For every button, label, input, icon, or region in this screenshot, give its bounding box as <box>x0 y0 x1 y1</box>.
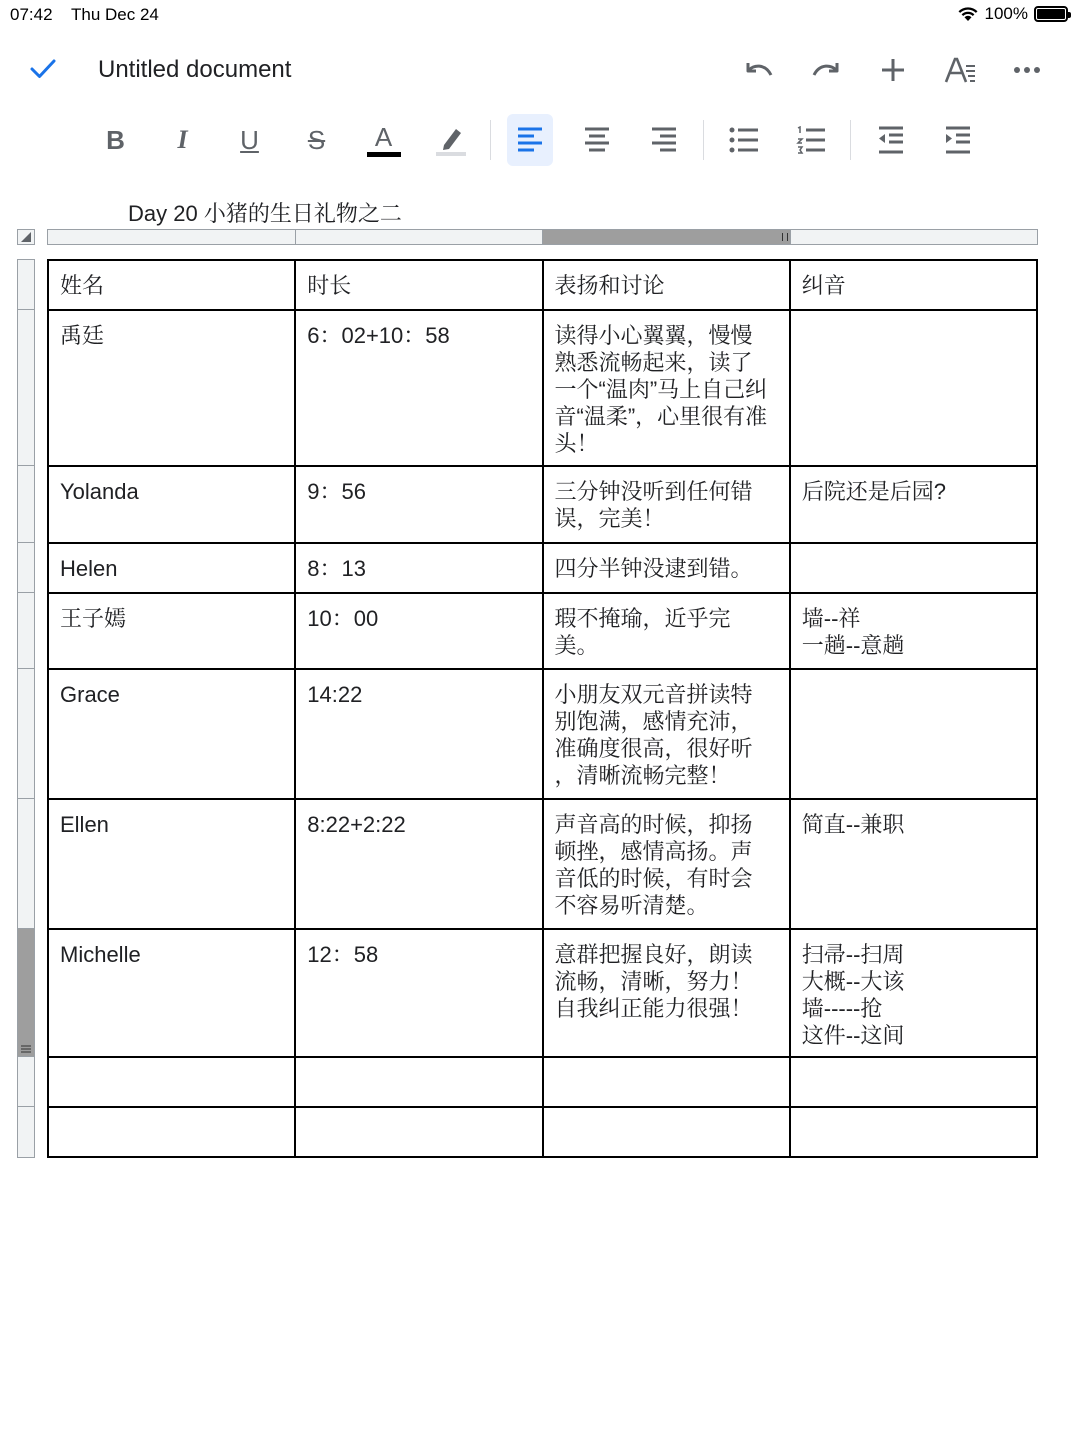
table-cell[interactable] <box>295 1057 542 1107</box>
column-handle[interactable] <box>791 230 1038 244</box>
cell-text: 别饱满，感情充沛， <box>554 709 753 734</box>
cell-text: 后院还是后园? <box>801 479 946 504</box>
table-cell[interactable] <box>295 543 542 593</box>
table-row <box>48 1057 1037 1107</box>
table-cell[interactable] <box>790 543 1037 593</box>
table-cell[interactable] <box>790 466 1037 543</box>
decrease-indent-icon <box>877 126 905 154</box>
table-cell[interactable] <box>790 310 1037 466</box>
more-options-button[interactable] <box>993 50 1060 90</box>
text-format-icon <box>944 56 976 84</box>
status-time: 07:42 <box>10 5 53 24</box>
table-cell[interactable] <box>295 593 542 669</box>
battery-icon <box>1034 6 1068 22</box>
document-title[interactable]: Untitled document <box>98 56 292 83</box>
row-ruler[interactable] <box>17 259 35 1158</box>
column-handle-selected[interactable] <box>543 230 791 244</box>
table-header-row <box>48 260 1037 310</box>
cell-text: 准确度很高，很好听 <box>554 736 753 761</box>
insert-button[interactable] <box>859 50 926 90</box>
table-cell[interactable] <box>790 1057 1037 1107</box>
cell-text: 墙-----抢 <box>801 996 883 1021</box>
table-cell[interactable] <box>543 260 790 310</box>
italic-button[interactable] <box>149 114 216 166</box>
cell-text: 这件--这间 <box>801 1023 905 1048</box>
plus-icon <box>880 57 906 83</box>
row-handle[interactable] <box>18 260 34 310</box>
cell-text: 一个“温肉”马上自己纠 <box>554 377 768 402</box>
done-button[interactable] <box>26 52 60 86</box>
text-color-swatch <box>367 152 401 157</box>
decrease-indent-button[interactable] <box>857 114 924 166</box>
cell-text: Ellen <box>60 812 109 837</box>
battery-percent: 100% <box>984 4 1028 23</box>
undo-button[interactable] <box>725 50 792 90</box>
table-cell[interactable] <box>48 669 295 799</box>
cell-text: 三分钟没听到任何错 <box>554 479 753 504</box>
table-cell[interactable] <box>543 669 790 799</box>
numbered-list-button[interactable] <box>777 114 844 166</box>
text-color-letter: A <box>374 121 393 152</box>
cell-text: 误，完美！ <box>554 506 665 531</box>
table-cell[interactable] <box>295 260 542 310</box>
redo-icon <box>810 59 842 81</box>
corner-triangle-icon <box>18 230 34 244</box>
toolbar-divider <box>850 120 851 160</box>
redo-button[interactable] <box>792 50 859 90</box>
increase-indent-icon <box>944 126 972 154</box>
align-right-button[interactable] <box>630 114 697 166</box>
cell-text: 墙--祥 <box>801 606 861 631</box>
strikethrough-button[interactable] <box>283 114 350 166</box>
bold-icon: B <box>106 124 125 155</box>
increase-indent-button[interactable] <box>924 114 991 166</box>
cell-text: 自我纠正能力很强！ <box>554 996 753 1021</box>
underline-icon: U <box>240 124 259 155</box>
column-handle[interactable] <box>296 230 544 244</box>
cell-text: 读得小心翼翼，慢慢 <box>554 323 753 348</box>
cell-text: Helen <box>60 556 118 581</box>
toolbar-divider <box>703 120 704 160</box>
row-handle[interactable] <box>18 310 34 466</box>
cell-text: 纠音 <box>801 273 846 298</box>
row-handle[interactable] <box>18 799 34 929</box>
align-left-icon <box>516 127 544 153</box>
table-cell[interactable] <box>295 799 542 929</box>
row-handle-selected[interactable] <box>18 929 34 1057</box>
cell-text: Grace <box>60 682 120 707</box>
table-cell[interactable] <box>790 1107 1037 1157</box>
format-button[interactable] <box>926 50 993 90</box>
bulleted-list-icon <box>729 127 759 153</box>
table-cell[interactable] <box>543 1107 790 1157</box>
table-cell[interactable] <box>543 799 790 929</box>
align-center-icon <box>583 127 611 153</box>
cell-text: 音低的时候，有时会 <box>554 866 753 891</box>
row-handle[interactable] <box>18 669 34 799</box>
cell-text: 简直--兼职 <box>801 812 905 837</box>
column-ruler[interactable] <box>47 229 1038 245</box>
table-row <box>48 1107 1037 1157</box>
table-select-handle[interactable] <box>17 229 35 245</box>
table-row <box>48 799 1037 929</box>
cell-text: 四分半钟没逮到错。 <box>554 556 753 581</box>
cell-text: 表扬和讨论 <box>554 273 665 298</box>
cell-text: 扫帚--扫周 <box>801 942 905 967</box>
strikethrough-icon: S <box>307 124 326 155</box>
table-cell[interactable] <box>790 799 1037 929</box>
cell-text: 时长 <box>307 273 352 298</box>
cell-text: 瑕不掩瑜，近乎完 <box>554 606 731 631</box>
status-date: Thu Dec 24 <box>71 5 159 24</box>
align-right-icon <box>650 127 678 153</box>
highlighter-icon <box>434 123 468 157</box>
table-cell[interactable] <box>543 1057 790 1107</box>
table-cell[interactable] <box>295 466 542 543</box>
table-cell[interactable] <box>790 929 1037 1057</box>
table-cell[interactable] <box>48 799 295 929</box>
bulleted-list-button[interactable] <box>710 114 777 166</box>
cell-text: 禹廷 <box>60 323 105 348</box>
table-row <box>48 466 1037 543</box>
table-row <box>48 669 1037 799</box>
italic-icon: I <box>177 125 188 154</box>
table-cell[interactable] <box>48 310 295 466</box>
cell-text: 声音高的时候，抑扬 <box>554 812 753 837</box>
table-cell[interactable] <box>543 543 790 593</box>
cell-text: 流畅，清晰，努力！ <box>554 969 753 994</box>
cell-text: 8：13 <box>307 556 366 581</box>
table-cell[interactable] <box>48 466 295 543</box>
cell-text: 意群把握良好，朗读 <box>554 942 753 967</box>
cell-text: 10：00 <box>307 606 379 631</box>
table-cell[interactable] <box>48 1057 295 1107</box>
bold-button[interactable] <box>82 114 149 166</box>
row-handle[interactable] <box>18 466 34 543</box>
status-right <box>957 4 1068 24</box>
table-cell[interactable] <box>295 1107 542 1157</box>
table-cell[interactable] <box>790 593 1037 669</box>
table-cell[interactable] <box>543 310 790 466</box>
table-cell[interactable] <box>543 929 790 1057</box>
table-cell[interactable] <box>295 929 542 1057</box>
document-table <box>47 259 1038 1158</box>
cell-text: 8:22+2:22 <box>307 812 406 837</box>
cell-text: 姓名 <box>60 273 105 298</box>
table-cell[interactable] <box>790 260 1037 310</box>
table-row <box>48 929 1037 1057</box>
column-resize-grip[interactable] <box>782 233 788 241</box>
row-handle[interactable] <box>18 543 34 593</box>
table-cell[interactable] <box>295 669 542 799</box>
battery-fill <box>1037 9 1065 19</box>
table-cell[interactable] <box>48 1107 295 1157</box>
cell-text: 美。 <box>554 633 599 658</box>
underline-button[interactable] <box>216 114 283 166</box>
row-resize-grip <box>18 1044 34 1054</box>
cell-text: 头！ <box>554 431 599 456</box>
highlight-button[interactable] <box>417 114 484 166</box>
table-cell[interactable] <box>48 929 295 1057</box>
cell-text: ，清晰流畅完整！ <box>554 763 731 788</box>
cell-text: 顿挫，感情高扬。声 <box>554 839 753 864</box>
align-left-button[interactable] <box>507 114 553 166</box>
cell-text: 一趟--意趟 <box>801 633 905 658</box>
row-handle[interactable] <box>18 1057 34 1107</box>
table-cell[interactable] <box>48 593 295 669</box>
row-handle[interactable] <box>18 593 34 669</box>
cell-text: 6：02+10：58 <box>307 323 450 348</box>
toolbar-divider <box>490 120 491 160</box>
document-heading[interactable]: Day 20 小猪的生日礼物之二 <box>128 201 402 226</box>
column-handle[interactable] <box>48 230 296 244</box>
table-cell[interactable] <box>48 260 295 310</box>
undo-icon <box>743 59 775 81</box>
cell-text: 不容易听清楚。 <box>554 893 709 918</box>
cell-text: Michelle <box>60 942 141 967</box>
align-center-button[interactable] <box>563 114 630 166</box>
cell-text: 大概--大该 <box>801 969 905 994</box>
row-handle[interactable] <box>18 1107 34 1157</box>
more-icon <box>1013 66 1041 74</box>
cell-text: 王子嫣 <box>60 606 127 631</box>
table-row <box>48 593 1037 669</box>
cell-text: 小朋友双元音拼读特 <box>554 682 753 707</box>
cell-text: 14:22 <box>307 682 363 707</box>
numbered-list-icon <box>796 126 826 154</box>
checkmark-icon <box>29 58 57 80</box>
table-cell[interactable] <box>543 593 790 669</box>
table-cell[interactable] <box>543 466 790 543</box>
table-body <box>48 260 1037 1157</box>
status-bar <box>0 0 1080 30</box>
text-color-icon <box>367 121 401 157</box>
app-header <box>0 40 1080 100</box>
wifi-icon <box>957 6 979 22</box>
cell-text: 音“温柔”，心里很有准 <box>554 404 768 429</box>
cell-text: 熟悉流畅起来，读了 <box>554 350 753 375</box>
table-cell[interactable] <box>295 310 542 466</box>
cell-text: Yolanda <box>60 479 139 504</box>
text-color-button[interactable] <box>350 114 417 166</box>
table-row <box>48 543 1037 593</box>
table-cell[interactable] <box>48 543 295 593</box>
cell-text: 9：56 <box>307 479 366 504</box>
cell-text: 12：58 <box>307 942 379 967</box>
formatting-toolbar <box>82 112 991 168</box>
header-actions <box>725 50 1060 90</box>
table-row <box>48 310 1037 466</box>
table-cell[interactable] <box>790 669 1037 799</box>
